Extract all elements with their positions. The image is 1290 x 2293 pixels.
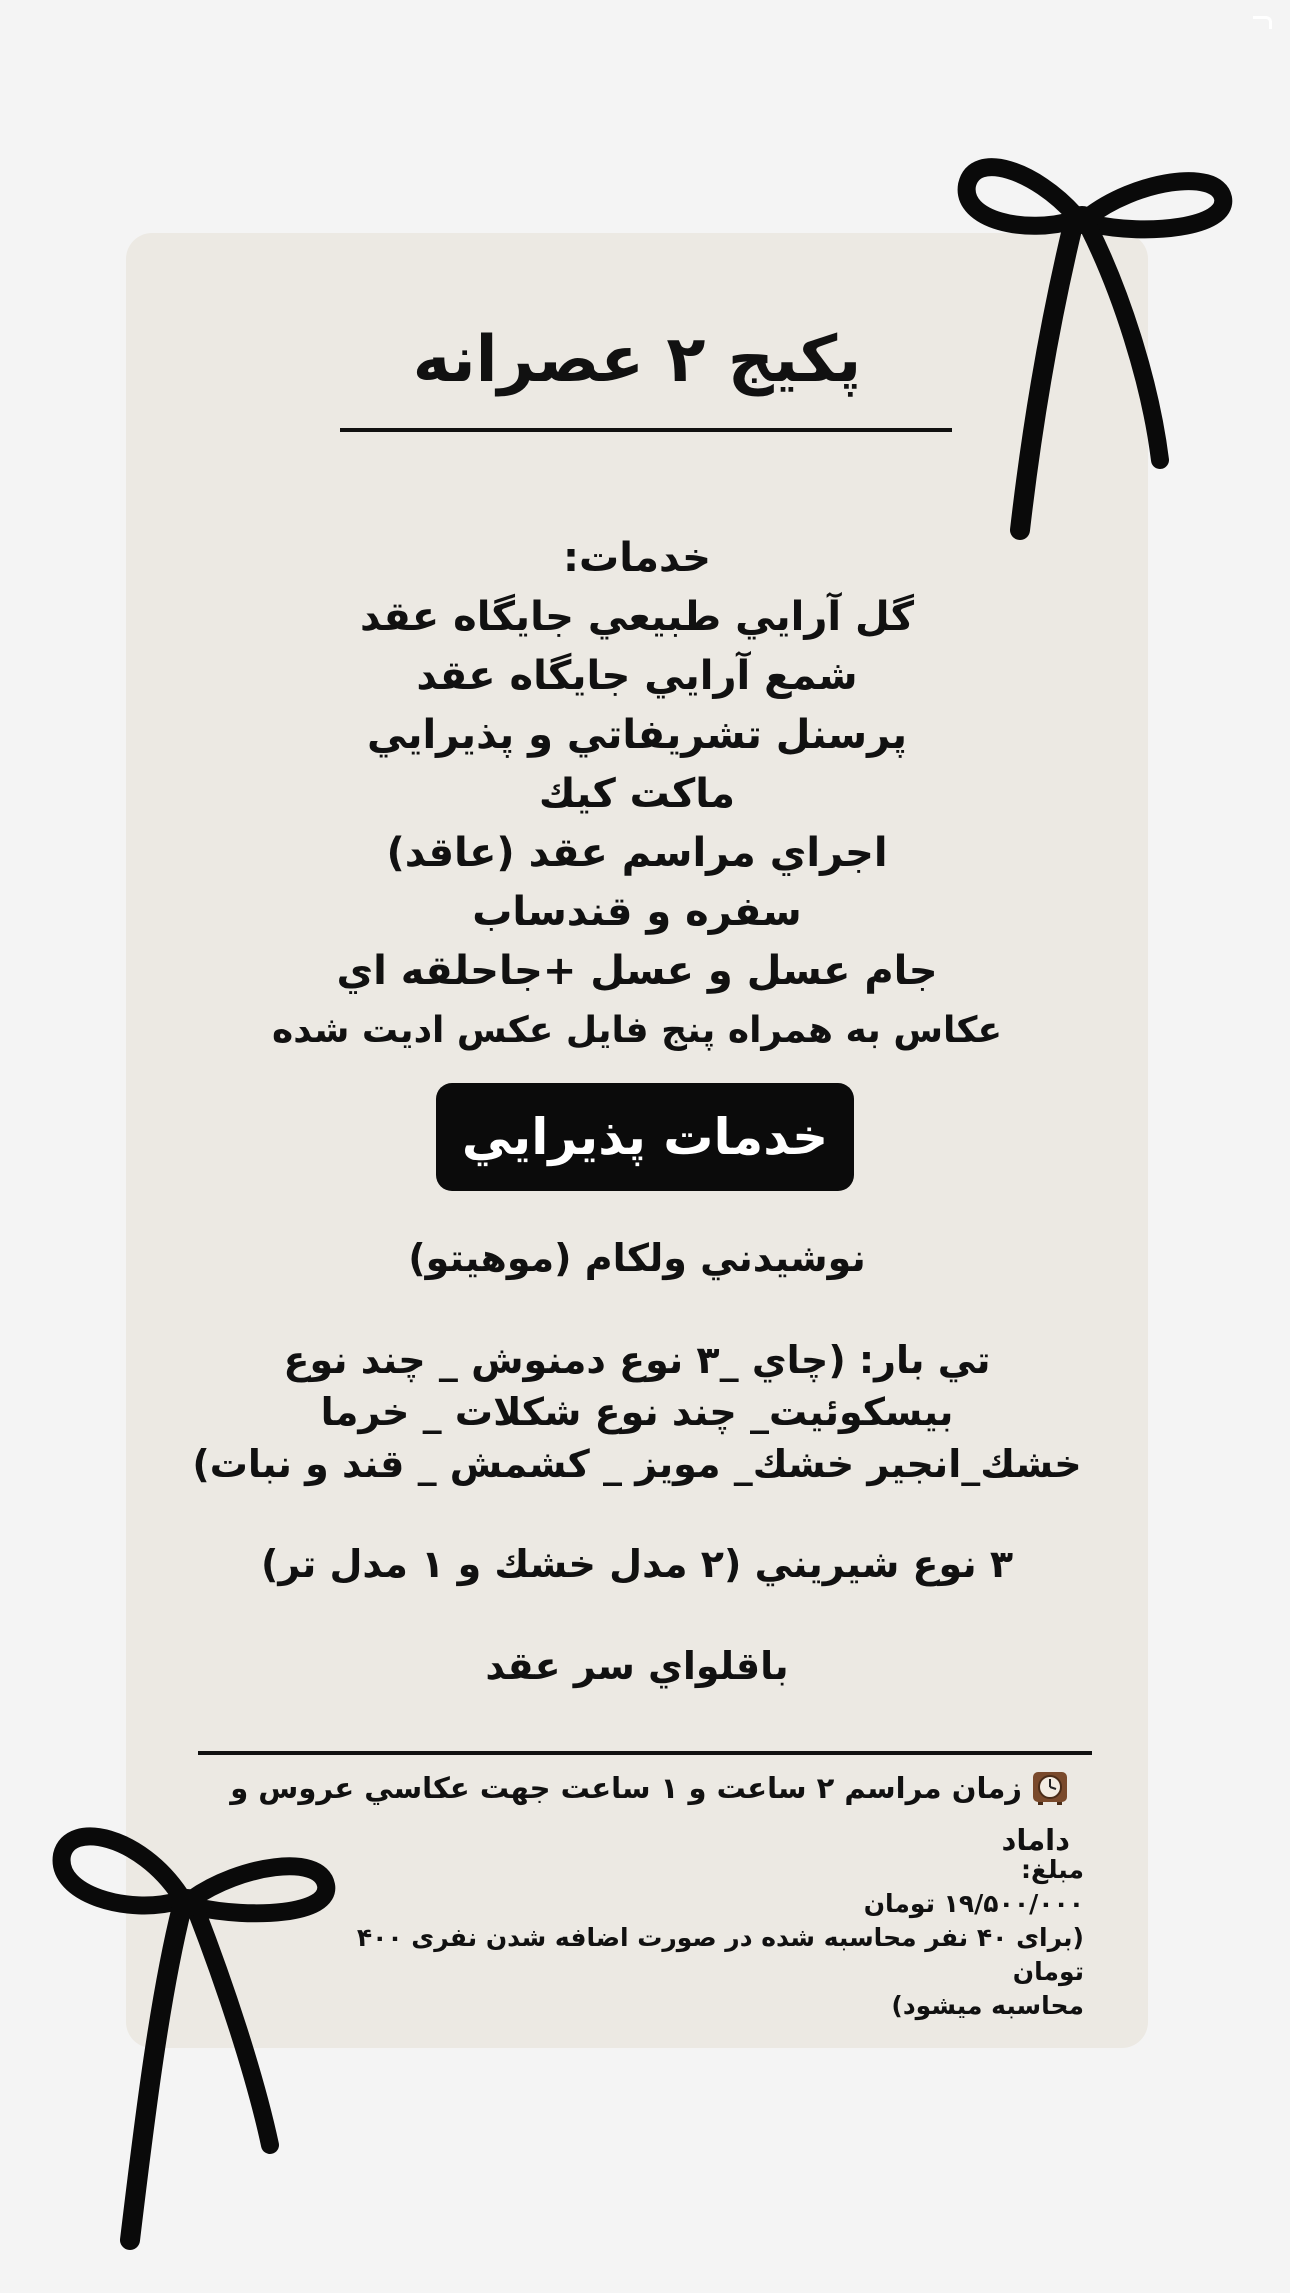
service-item: جام عسل و عسل +جاحلقه اي: [336, 948, 938, 994]
price-note: محاسبه میشود): [891, 1991, 1084, 2020]
corner-mark: [1253, 16, 1272, 29]
service-item: گل آرايي طبيعي جايگاه عقد: [360, 594, 914, 640]
baklava-text: باقلواي سر عقد: [485, 1644, 789, 1688]
welcome-drink-text: نوشيدني ولكام (موهيتو): [408, 1236, 866, 1280]
service-item: شمع آرايي جايگاه عقد: [416, 653, 858, 699]
price-label: مبلغ:: [1021, 1855, 1084, 1884]
clock-icon: [1030, 1766, 1070, 1806]
service-item: اجراي مراسم عقد (عاقد): [386, 830, 888, 876]
service-item: ماکت کيك: [538, 771, 736, 817]
price-note: (برای ۴۰ نفر محاسبه شده در صورت اضافه شدن نفری ۴۰۰ تومان: [356, 1923, 1084, 1986]
price-amount: ۱۹/۵۰۰/۰۰۰ تومان: [863, 1889, 1084, 1918]
tea-bar-line: تي بار: (چاي _۳ نوع دمنوش _ چند نوع: [283, 1338, 991, 1382]
service-item: عكاس به همراه پنج فايل عكس اديت شده: [271, 1010, 1003, 1051]
reception-label-badge: خدمات پذيرايي: [436, 1083, 854, 1191]
bottom-divider: [198, 1751, 1092, 1755]
bow-ribbon-icon: [955, 140, 1235, 550]
services-list: [126, 528, 1148, 1060]
service-item: سفره و قندساب: [472, 889, 802, 935]
services-heading: خدمات:: [563, 535, 711, 581]
ceremony-time-text: زمان مراسم ۲ ساعت و ۱ ساعت جهت عكاسي عروس و داماد: [230, 1771, 1070, 1857]
service-item: پرسنل تشريفاتي و پذيرايي: [366, 712, 908, 758]
tea-bar-text: [126, 1334, 1148, 1490]
bow-ribbon-icon: [50, 1815, 340, 2255]
price-block: [330, 1853, 1084, 2023]
package-title: پکیج ۲ عصرانه: [412, 323, 862, 397]
title-divider: [340, 428, 952, 432]
sweets-text: ۳ نوع شيريني (۲ مدل خشك و ۱ مدل تر): [260, 1542, 1014, 1586]
tea-bar-line: خشك_انجير خشك_ مويز _ كشمش _ قند و نبات): [192, 1442, 1082, 1486]
tea-bar-line: بيسكوئيت_ چند نوع شكلات _ خرما: [320, 1390, 954, 1434]
